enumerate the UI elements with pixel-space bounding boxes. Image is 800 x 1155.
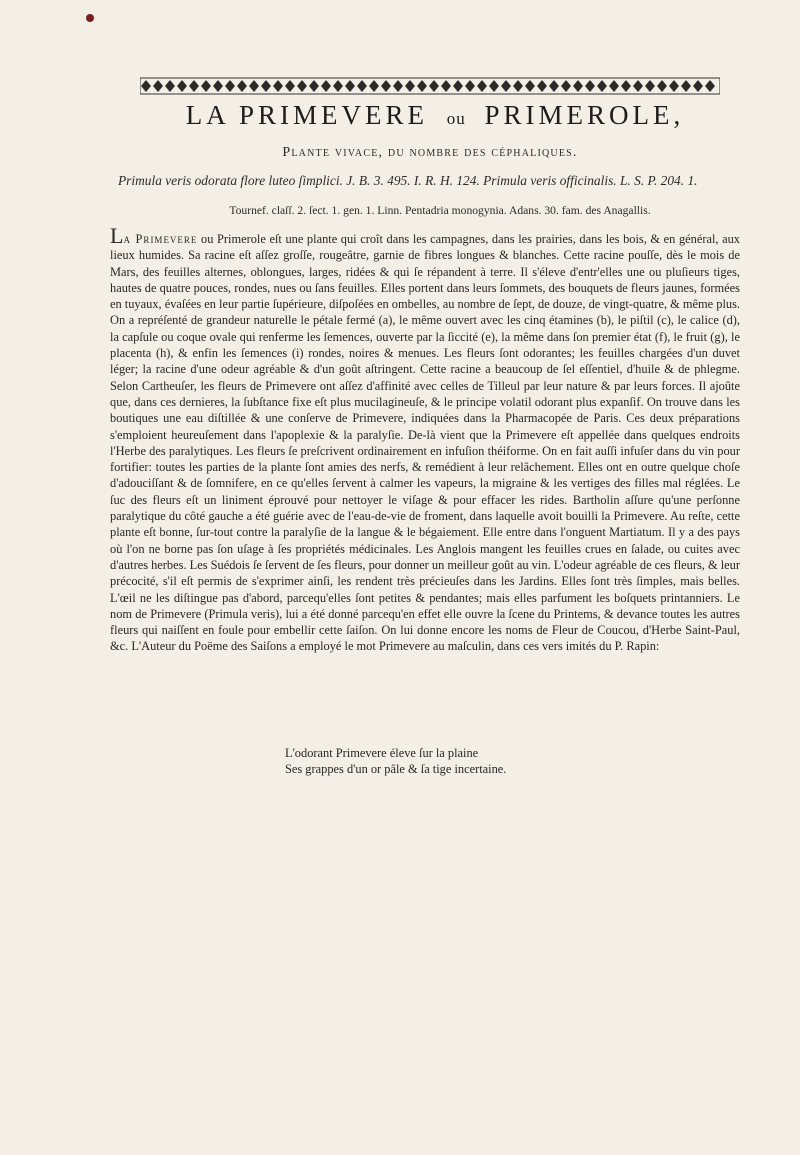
- ornament-motif: [405, 80, 415, 92]
- ornament-motif: [465, 80, 475, 92]
- body-paragraph: [110, 223, 740, 655]
- ornament-motif: [621, 80, 631, 92]
- ornament-motif: [693, 80, 703, 92]
- ornament-motif: [633, 80, 643, 92]
- ornament-motif: [681, 80, 691, 92]
- ornament-motif: [597, 80, 607, 92]
- ornament-motif: [705, 80, 715, 92]
- drop-cap: L: [110, 223, 124, 248]
- ornament-motif: [189, 80, 199, 92]
- ornament-motif: [573, 80, 583, 92]
- ornament-motif: [213, 80, 223, 92]
- ornament-motif: [381, 80, 391, 92]
- body-text: ou Primerole eſt une plante qui croît dans les campagnes, dans les prairies, dans les bois, & en général, aux lieux humides. Sa racine eſt aſſez groſſe, rougeâtre, garnie de fibres longues & blanches. Cette racine pouſſe, dès le mois de Mars, des feuilles alternes, oblongues, larges, ridées & qui ſe répandent à terre. Il s'éleve d'entr'elles une ou pluſieurs tiges, hautes de quatre pouces, rondes, nues ou ſans feuilles. Elles portent dans leurs ſommets, des bouquets de fleurs jaunes, formées en tuyaux, évaſées en leur partie ſupérieure, diſpoſées en ombelles, au nombre de ſept, de douze, de vingt-quatre, & même plus. On a repréſenté de grandeur naturelle le pétale fermé (a), le même ouvert avec les cinq étamines (b), le piſtil (c), le calice (d), la capſule ou coque ovale qui renferme les ſemences, ouverte par la ſiccité (e), la même dans ſon premier état (f), le fruit (g), le placenta (h), & enfin les ſemences (i) rondes, noires & menues. Les fleurs ſont odorantes; les feuilles chargées d'un duvet léger; la racine d'une odeur agréable & d'un goût aſtringent. Cette racine a beaucoup de ſel eſſentiel, d'huile & de phlegme. Selon Cartheuſer, les fleurs de Primevere ont aſſez d'affinité avec celles de Tilleul par leur nature & par leurs forces. Il ajoûte que, dans ces dernieres, la ſubſtance fixe eſt plus mucilagineuſe, & le principe volatil odorant plus expanſif. On trouve dans les boutiques une eau diſtillée & une conſerve de Primevere, indiquées dans la Pharmacopée de Paris. Ces deux préparations s'emploient heureuſement dans l'apoplexie & la paralyſie. De-là vient que la Primevere eſt appellée dans quelques endroits l'Herbe des paralytiques. Les fleurs ſe preſcrivent ordinairement en infuſion théiforme. On en fait auſſi infuſer dans du vin pour fortifier: toutes les parties de la plante ſont amies des nerfs, & remédient à leur relâchement. Elles ont en outre quelque choſe d'adouciſſant & de ſomnifere, en ce qu'elles ſervent à calmer les vapeurs, la migraine & les vertiges des filles mal réglées. Le ſuc des fleurs eſt un liniment éprouvé pour nettoyer le viſage & pour effacer les rides. Bartholin aſſure qu'une perſonne paralytique du côté gauche a été guérie avec de l'eau-de-vie de froment, dans laquelle avoit bouilli la Primevere. Au reſte, cette plante eſt bonne, ſur-tout contre la paralyſie de la langue & le bégaiement. Elle entre dans l'onguent Martiatum. Il y a des pays où l'on ne borne pas ſon uſage à ſes propriétés médicinales. Les Anglois mangent les feuilles crues en ſalade, ou cuites avec d'autres herbes. Les Suédois ſe ſervent de ſes fleurs, pour donner un meilleur goût au vin. L'odeur agréable de ces fleurs, & leur précocité, s'il eſt permis de s'exprimer ainſi, les rendent très précieuſes dans les Jardins. Elles ſont très ſimples, mais belles. L'œil ne les diſtingue pas d'abord, parcequ'elles ſont petites & pendantes; mais elles parfument les boſquets printanniers. Le nom de Primevere (Primula veris), lui a été donné parcequ'en effet elle ouvre la ſcene du Printems, & devance toutes les autres fleurs qui naiſſent en foule pour embellir cette ſaiſon. On lui donne encore les noms de Fleur de Coucou, d'Herbe Saint-Paul, &c. L'Auteur du Poëme des Saiſons a employé le mot Primevere au maſculin, dans ces vers imités du P. Rapin:: [110, 232, 740, 654]
- ornament-motif: [393, 80, 403, 92]
- ornament-motif: [645, 80, 655, 92]
- decorative-ornament-band: [140, 76, 720, 96]
- ornament-motif: [309, 80, 319, 92]
- ornament-motif: [321, 80, 331, 92]
- ornament-motif: [441, 80, 451, 92]
- ornament-motif: [525, 80, 535, 92]
- ornament-motif: [141, 80, 151, 92]
- ornament-motif: [513, 80, 523, 92]
- ornament-motif: [669, 80, 679, 92]
- ornament-motif: [549, 80, 559, 92]
- ornament-motif: [453, 80, 463, 92]
- ornament-motif: [261, 80, 271, 92]
- ornament-motif: [201, 80, 211, 92]
- ornament-motif: [585, 80, 595, 92]
- ornament-motif: [357, 80, 367, 92]
- ornament-motif: [273, 80, 283, 92]
- title-connector: ou: [446, 109, 466, 128]
- ornament-motif: [537, 80, 547, 92]
- ornament-motif: [333, 80, 343, 92]
- ornament-motif: [297, 80, 307, 92]
- ornament-motif: [489, 80, 499, 92]
- ornament-motif: [477, 80, 487, 92]
- ornament-motif: [237, 80, 247, 92]
- ornament-motif: [345, 80, 355, 92]
- ornament-motif: [657, 80, 667, 92]
- title-main: LA PRIMEVERE: [185, 100, 428, 130]
- botanical-synonyms: Primula veris odorata flore luteo ſimplici. J. B. 3. 495. I. R. H. 124. Primula veris officinalis. L. S. P. 204. 1.: [118, 173, 698, 188]
- lead-words: a Primevere: [123, 232, 198, 246]
- page-title: [150, 100, 720, 131]
- verse-line: Ses grappes d'un or pâle & ſa tige incertaine.: [285, 762, 507, 776]
- verse-quote: [285, 745, 585, 777]
- ornament-motif: [501, 80, 511, 92]
- verse-line: L'odorant Primevere éleve ſur la plaine: [285, 746, 479, 760]
- ornament-motif: [369, 80, 379, 92]
- classification-line: Tournef. claſſ. 2. ſect. 1. gen. 1. Linn. Pentadria monogynia. Adans. 30. fam. des Anagallis.: [229, 204, 651, 217]
- ink-spot: [86, 14, 94, 22]
- ornament-motif: [429, 80, 439, 92]
- ornament-motif: [249, 80, 259, 92]
- ornament-motif: [417, 80, 427, 92]
- ornament-motif: [165, 80, 175, 92]
- ornament-motif: [285, 80, 295, 92]
- ornament-motif: [225, 80, 235, 92]
- ornament-motif: [153, 80, 163, 92]
- ornament-motif: [609, 80, 619, 92]
- ornament-motif: [561, 80, 571, 92]
- title-alt: PRIMEROLE,: [484, 100, 685, 130]
- page-subtitle: Plante vivace, du nombre des céphaliques.: [282, 145, 578, 160]
- ornament-motif: [177, 80, 187, 92]
